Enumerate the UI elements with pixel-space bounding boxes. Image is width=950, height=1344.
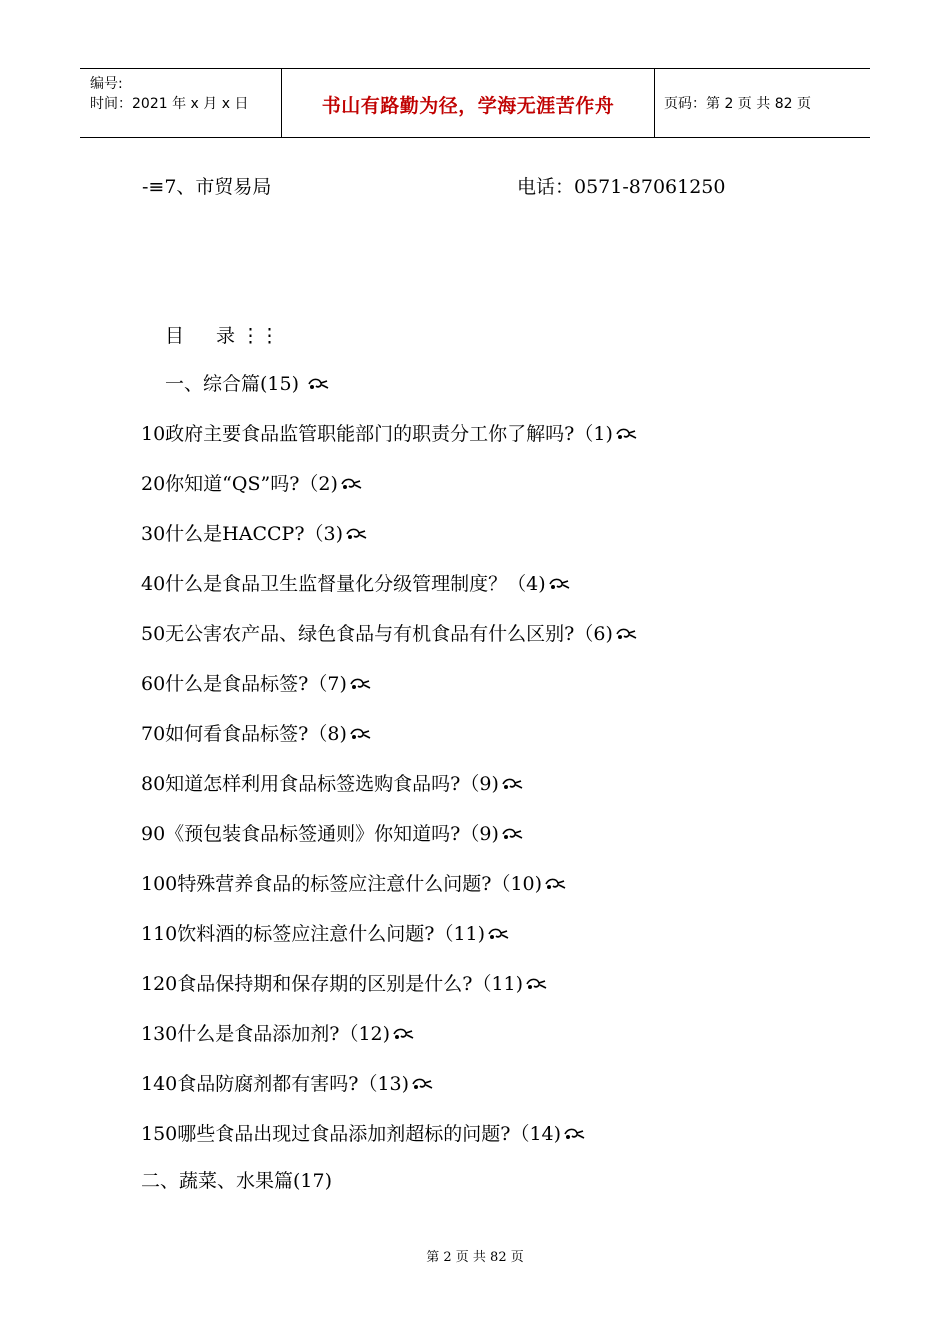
contact-name: -≡7、市贸易局 (142, 176, 272, 198)
return-arrow-icon (615, 422, 637, 448)
return-arrow-icon (349, 722, 371, 748)
toc-item[interactable] (141, 721, 371, 747)
header-motto: 书山有路勤为径，学海无涯苦作舟 (321, 95, 615, 117)
toc-item[interactable] (141, 871, 566, 897)
return-arrow-icon (345, 522, 367, 548)
toc-item-label: 50无公害农产品、绿色食品与有机食品有什么区别?（6) (141, 623, 613, 645)
toc-item-label: 120食品保持期和保存期的区别是什么?（11) (141, 973, 524, 995)
toc-section-2[interactable] (141, 1168, 332, 1194)
toc-item[interactable] (141, 1071, 433, 1097)
toc-item[interactable] (141, 821, 523, 847)
header-id-label: 编号: (90, 76, 123, 92)
return-arrow-icon (501, 772, 523, 798)
toc-item[interactable] (141, 521, 367, 547)
return-arrow-icon (548, 572, 570, 598)
return-arrow-icon (392, 1022, 414, 1048)
toc-item-label: 60什么是食品标签?（7) (141, 673, 347, 695)
toc-item-label: 80知道怎样利用食品标签选购食品吗?（9) (141, 773, 499, 795)
toc-item-label: 90《预包装食品标签通则》你知道吗?（9) (141, 823, 499, 845)
toc-section-1[interactable] (165, 371, 329, 397)
return-arrow-icon (411, 1072, 433, 1098)
toc-item[interactable] (141, 621, 637, 647)
toc-title-right: 录 ⋮⋮ (216, 325, 280, 347)
toc-item[interactable] (141, 421, 637, 447)
header-date-label: 时间：2021 年 x 月 x 日 (90, 96, 249, 112)
page-header (80, 68, 870, 138)
toc-item-label: 110饮料酒的标签应注意什么问题?（11) (141, 923, 486, 945)
contact-phone: 电话：0571-87061250 (517, 176, 726, 198)
return-arrow-icon (340, 472, 362, 498)
toc-item[interactable] (141, 671, 371, 697)
return-arrow-icon (349, 672, 371, 698)
header-meta (80, 69, 280, 137)
return-arrow-icon (544, 872, 566, 898)
toc-item[interactable] (141, 921, 509, 947)
header-page-cell (654, 69, 870, 137)
toc-item-label: 100特殊营养食品的标签应注意什么问题?（10) (141, 873, 543, 895)
toc-item[interactable] (141, 1121, 585, 1147)
toc-item-label: 10政府主要食品监管职能部门的职责分工你了解吗?（1) (141, 423, 613, 445)
page-footer: 第 2 页 共 82 页 (426, 1250, 524, 1265)
return-arrow-icon (615, 622, 637, 648)
return-arrow-icon (307, 372, 329, 398)
return-arrow-icon (501, 822, 523, 848)
toc-title-left: 目 (165, 325, 185, 347)
header-page-info: 页码：第 2 页 共 82 页 (664, 96, 811, 112)
toc-item[interactable] (141, 471, 362, 497)
return-arrow-icon (563, 1122, 585, 1148)
toc-section-2-label: 二、蔬菜、水果篇(17) (141, 1170, 333, 1192)
toc-section-1-label: 一、综合篇(15) (165, 373, 300, 395)
toc-item-label: 70如何看食品标签?（8) (141, 723, 347, 745)
return-arrow-icon (525, 972, 547, 998)
toc-item-label: 40什么是食品卫生监督量化分级管理制度？（4) (141, 573, 546, 595)
header-motto-cell (281, 69, 655, 137)
toc-item[interactable] (141, 1021, 414, 1047)
toc-item-label: 130什么是食品添加剂?（12) (141, 1023, 391, 1045)
toc-item[interactable] (141, 571, 570, 597)
toc-item[interactable] (141, 771, 523, 797)
toc-item-label: 140食品防腐剂都有害吗?（13) (141, 1073, 410, 1095)
toc-item-label: 30什么是HACCP?（3) (141, 523, 344, 545)
return-arrow-icon (487, 922, 509, 948)
toc-item[interactable] (141, 971, 547, 997)
toc-title (165, 321, 279, 348)
toc-item-label: 150哪些食品出现过食品添加剂超标的问题?（14) (141, 1123, 562, 1145)
toc-item-label: 20你知道“QS”吗?（2) (141, 473, 338, 495)
